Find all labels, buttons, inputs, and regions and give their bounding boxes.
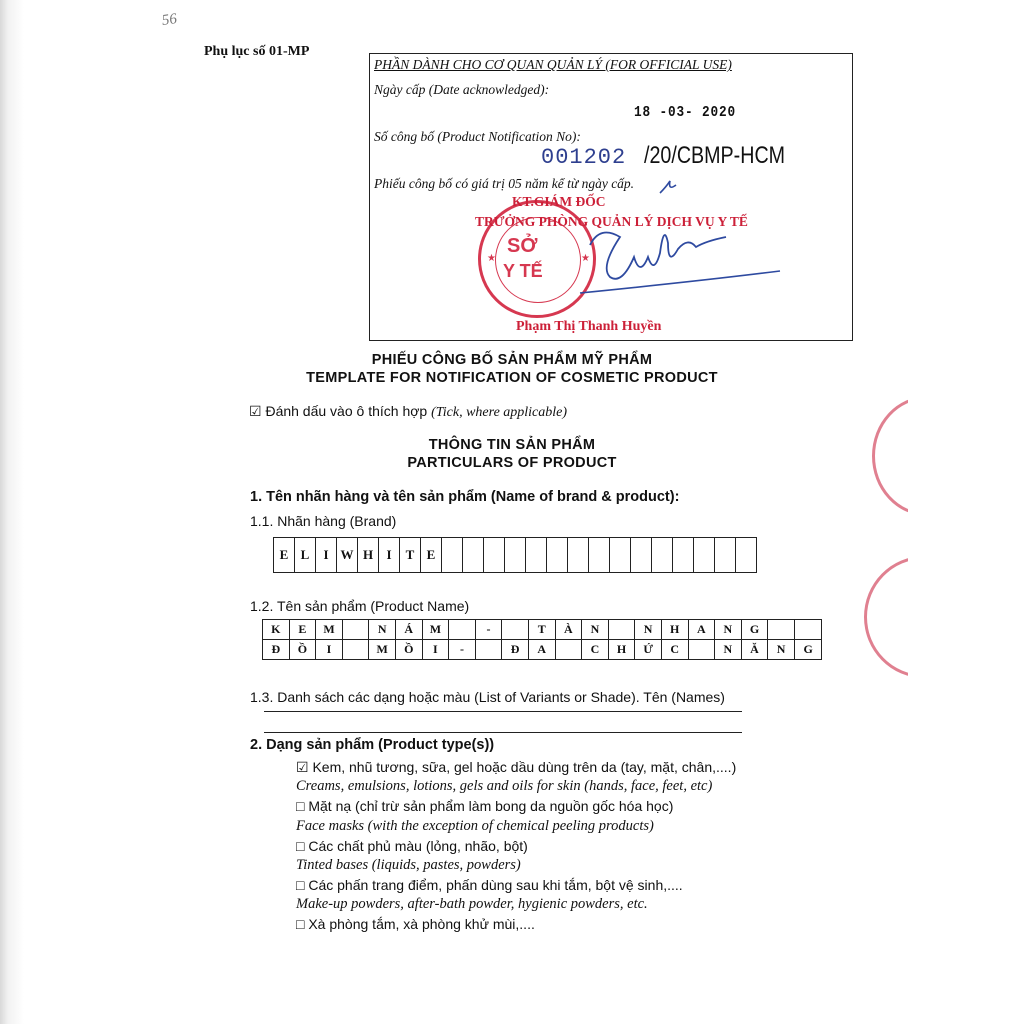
scan-edge-shadow [0,0,148,1024]
brand-char-cell: E [421,538,442,572]
brand-char-cell: H [358,538,379,572]
product-char-cell: Ồ [396,640,423,659]
seal-text-yte: Y TẾ [503,261,543,281]
doc-title-en: TEMPLATE FOR NOTIFICATION OF COSMETIC PRODUCT [306,370,718,386]
product-char-cell: - [449,640,476,659]
product-char-cell [343,620,370,639]
brand-char-cell [736,538,757,572]
brand-char-cell [442,538,463,572]
product-char-cell [449,620,476,639]
product-char-cell: I [423,640,450,659]
product-char-cell: - [476,620,503,639]
brand-label: 1.1. Nhãn hàng (Brand) [250,513,397,529]
brand-char-cell [673,538,694,572]
product-char-cell: Đ [263,640,290,659]
appendix-label: Phụ lục số 01-MP [204,44,310,59]
brand-char-cell [589,538,610,572]
brand-char-cell [547,538,568,572]
product-char-cell [556,640,583,659]
product-char-cell: E [290,620,317,639]
stamp-office-title: TRƯỞNG PHÒNG QUẢN LÝ DỊCH VỤ Y TẾ [475,214,748,229]
right-margin [908,0,1024,1024]
product-char-cell: C [662,640,689,659]
product-char-cell: M [369,640,396,659]
product-char-cell [795,620,822,639]
seal-star-icon: ★ [581,253,590,264]
brand-character-boxes [273,537,757,573]
handwritten-note: 56 [160,11,178,29]
brand-char-cell [463,538,484,572]
product-char-cell [768,620,795,639]
product-type-vi: □ Xà phòng tắm, xà phòng khử mùi,.... [296,916,535,932]
product-char-cell [609,620,636,639]
product-name-row [263,639,821,659]
product-char-cell: H [609,640,636,659]
brand-char-cell [694,538,715,572]
product-char-cell: N [369,620,396,639]
product-char-cell: G [742,620,769,639]
product-char-cell: M [316,620,343,639]
product-char-cell [689,640,716,659]
notification-suffix: /20/CBMP-HCM [644,142,786,169]
brand-char-cell: L [295,538,316,572]
product-type-en: Make-up powders, after-bath powder, hygienic powders, etc. [296,896,648,912]
product-char-cell: H [662,620,689,639]
brand-char-cell: E [274,538,295,572]
product-char-cell: T [529,620,556,639]
section2-heading: 2. Dạng sản phẩm (Product type(s)) [250,737,495,753]
brand-char-cell: W [337,538,358,572]
variants-line [264,732,742,733]
product-char-cell: Ứ [635,640,662,659]
product-char-cell: À [556,620,583,639]
section-title-en: PARTICULARS OF PRODUCT [407,455,617,471]
product-char-cell: M [423,620,450,639]
notification-number-label: Số công bố (Product Notification No): [374,129,581,144]
product-type-vi: □ Các phấn trang điểm, phấn dùng sau khi tắm, bột vệ sinh,.... [296,877,683,893]
product-char-cell: K [263,620,290,639]
product-type-en: Creams, emulsions, lotions, gels and oils for skin (hands, face, feet, etc) [296,778,713,794]
brand-char-cell [631,538,652,572]
notification-number: 001202 [541,145,627,170]
brand-char-cell [610,538,631,572]
product-char-cell: C [582,640,609,659]
date-acknowledged-label: Ngày cấp (Date acknowledged): [374,82,550,97]
official-use-title: PHẦN DÀNH CHO CƠ QUAN QUẢN LÝ (FOR OFFICIAL USE) [374,57,732,72]
brand-char-cell [505,538,526,572]
product-char-cell: N [635,620,662,639]
variants-label: 1.3. Danh sách các dạng hoặc màu (List of Variants or Shade). Tên (Names) [250,689,725,705]
product-name-row [263,620,821,639]
brand-char-cell [526,538,547,572]
product-type-vi: □ Các chất phủ màu (lỏng, nhão, bột) [296,838,528,854]
tick-instruction-en: (Tick, where applicable) [431,405,568,420]
product-char-cell: A [529,640,556,659]
product-char-cell: I [316,640,343,659]
brand-char-cell [715,538,736,572]
product-char-cell: N [768,640,795,659]
brand-char-cell: I [379,538,400,572]
product-char-cell: Đ [502,640,529,659]
product-char-cell: N [715,640,742,659]
product-char-cell [343,640,370,659]
section-title-vi: THÔNG TIN SẢN PHẨM [428,437,596,453]
product-type-en: Face masks (with the exception of chemical peeling products) [296,818,654,834]
product-char-cell: Ă [742,640,769,659]
brand-char-cell [484,538,505,572]
product-type-vi: □ Mặt nạ (chỉ trừ sản phẩm làm bong da nguồn gốc hóa học) [296,798,674,814]
product-char-cell: N [582,620,609,639]
brand-char-cell: I [316,538,337,572]
validity-text: Phiếu công bố có giá trị 05 năm kể từ ngày cấp. [374,176,635,191]
brand-char-cell [652,538,673,572]
tick-instruction-vi: Đánh dấu vào ô thích hợp [265,403,428,419]
product-char-cell: G [803,642,813,656]
product-char-cell [502,620,529,639]
section1-heading: 1. Tên nhãn hàng và tên sản phẩm (Name of brand & product): [250,489,680,505]
product-type-en: Tinted bases (liquids, pastes, powders) [296,857,521,873]
signer-name: Phạm Thị Thanh Huyền [516,319,662,334]
stamp-director-title: KT.GIÁM ĐỐC [512,194,606,209]
product-char-cell: A [689,620,716,639]
doc-title-vi: PHIẾU CÔNG BỐ SẢN PHẨM MỸ PHẨM [371,352,653,368]
checkbox-checked-icon: ☑ [249,403,262,419]
product-name-label: 1.2. Tên sản phẩm (Product Name) [250,598,470,614]
variants-line [264,711,742,712]
tick-instruction [249,403,567,421]
brand-char-cell: T [400,538,421,572]
product-char-cell: N [715,620,742,639]
product-char-cell: Ồ [290,640,317,659]
product-char-cell [476,640,503,659]
product-char-cell: Á [396,620,423,639]
product-name-grid [262,619,822,660]
brand-char-cell [568,538,589,572]
signature-icon [560,175,820,325]
date-acknowledged-value: 18 -03- 2020 [634,104,737,121]
seal-star-icon: ★ [487,253,496,264]
product-type-vi: ☑ Kem, nhũ tương, sữa, gel hoặc dầu dùng trên da (tay, mặt, chân,....) [296,759,737,775]
seal-text-so: SỞ [507,235,538,257]
